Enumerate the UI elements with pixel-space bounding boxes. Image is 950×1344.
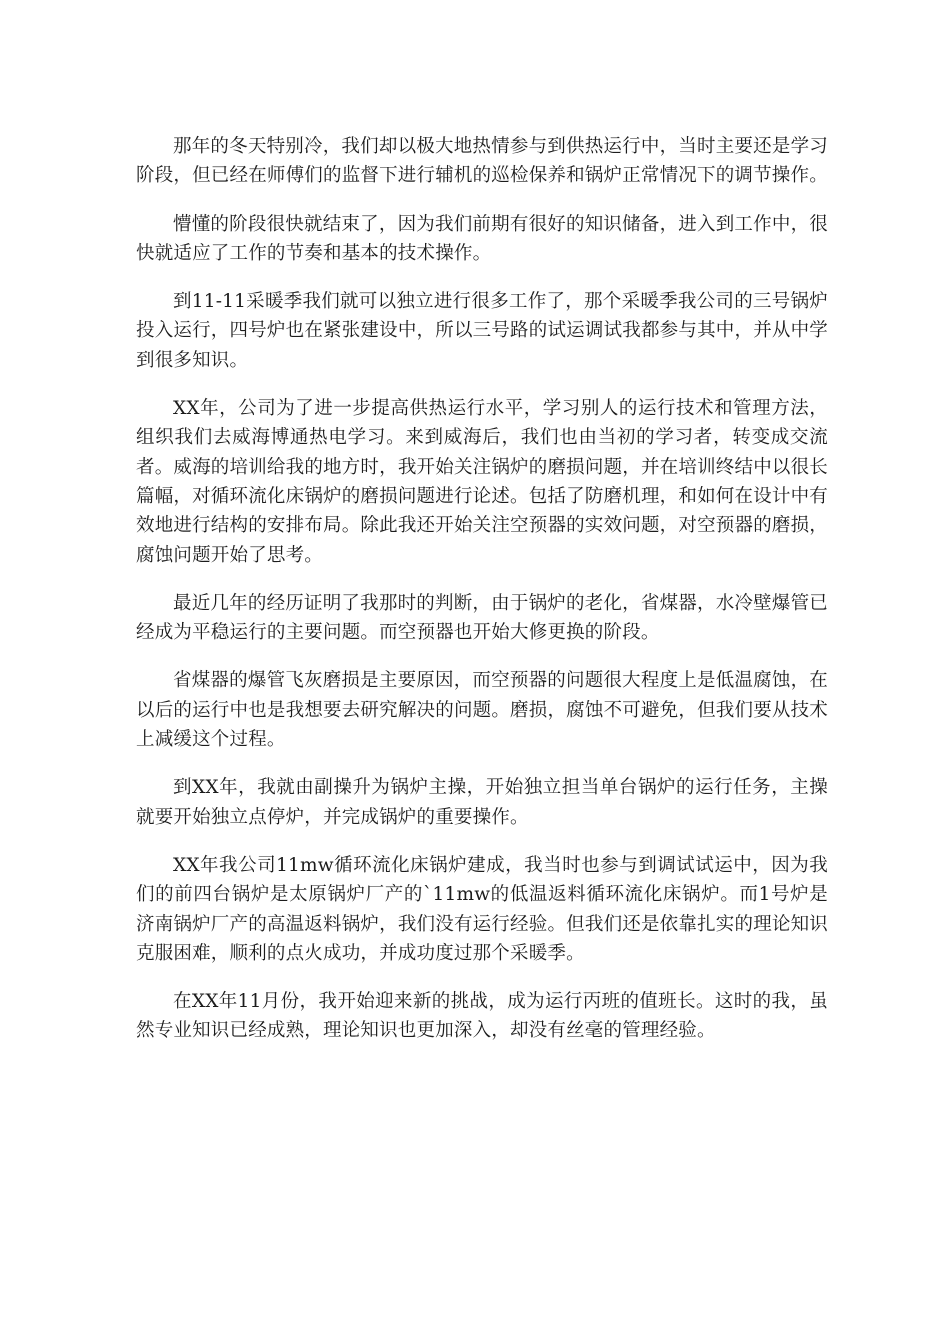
paragraph-5: 最近几年的经历证明了我那时的判断，由于锅炉的老化，省煤器，水冷壁爆管已经成为平稳运行的主要问题。而空预器也开始大修更换的阶段。 [136,592,828,644]
paragraph-9: 在XX年11月份，我开始迎来新的挑战，成为运行丙班的值班长。这时的我，虽然专业知识已经成熟，理论知识也更加深入，却没有丝毫的管理经验。 [136,991,828,1042]
paragraph-4: XX年，公司为了进一步提高供热运行水平，学习别人的运行技术和管理方法，组织我们去威海博通热电学习。来到威海后，我们也由当初的学习者，转变成交流者。威海的培训给我的地方时，我开始关注锅炉的磨损问题，并在培训终结中以很长篇幅，对循环流化床锅炉的磨损问题进行论述。包括了防磨机理，和如何在设计中有效地进行结构的安排布局。除此我还开始关注空预器的实效问题，对空预器的磨损，腐蚀问题开始了思考。 [136,398,828,566]
paragraph-8: XX年我公司11mw循环流化床锅炉建成，我当时也参与到调试试运中，因为我们的前四台锅炉是太原锅炉厂产的`11mw的低温返料循环流化床锅炉。而1号炉是济南锅炉厂产的高温返料锅炉，我们没有运行经验。但我们还是依靠扎实的理论知识克服困难，顺利的点火成功，并成功度过那个采暖季。 [136,854,828,964]
paragraph-6: 省煤器的爆管飞灰磨损是主要原因，而空预器的问题很大程度上是低温腐蚀，在以后的运行中也是我想要去研究解决的问题。磨损，腐蚀不可避免，但我们要从技术上减缓这个过程。 [136,670,828,751]
paragraph-1: 那年的冬天特别冷，我们却以极大地热情参与到供热运行中，当时主要还是学习阶段，但已经在师傅们的监督下进行辅机的巡检保养和锅炉正常情况下的调节操作。 [136,136,828,187]
document-body [136,132,828,1065]
paragraph-3: 到11-11采暖季我们就可以独立进行很多工作了，那个采暖季我公司的三号锅炉投入运行，四号炉也在紧张建设中，所以三号路的试运调试我都参与其中，并从中学到很多知识。 [136,291,828,371]
paragraph-2: 懵懂的阶段很快就结束了，因为我们前期有很好的知识储备，进入到工作中，很快就适应了工作的节奏和基本的技术操作。 [136,213,828,264]
paragraph-7: 到XX年，我就由副操升为锅炉主操，开始独立担当单台锅炉的运行任务，主操就要开始独立点停炉，并完成锅炉的重要操作。 [136,777,828,828]
